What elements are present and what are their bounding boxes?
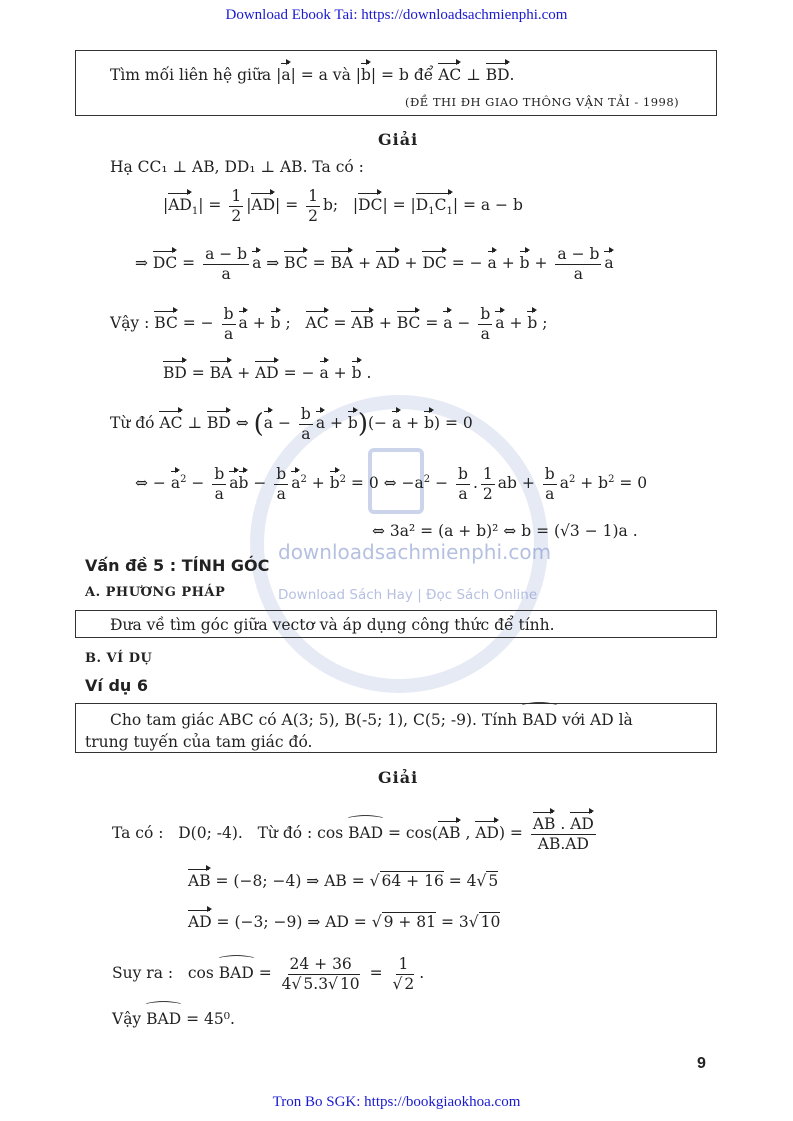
equation-suyra: Suy ra : cos ⌒ BAD = $\frac{24 + 36}{4√ 5.3√ 10}$ = $\frac{1}{√ 2}$ . bbox=[112, 955, 424, 993]
equation-2: ⇒ DC = $\frac{a - b}{a}$ a ⇒ BC = BA + AD + DC = − a + b + $\frac{a - b}{a}$ a bbox=[135, 245, 614, 283]
method-label: A. PHƯƠNG PHÁP bbox=[85, 585, 226, 600]
equation-ab: AB = (−8; −4) ⇒ AB = √ 64 + 16 = 4√ 5 bbox=[188, 872, 499, 890]
section-title: Vấn đề 5 : TÍNH GÓC bbox=[85, 556, 270, 575]
equation-1: $|AD_1|$ = $\frac{1}{2}$ |AD| = $\frac{1}{2}$ b; $|DC| = |D_1C_1| = a - b$ bbox=[163, 187, 523, 225]
example-label: B. VÍ DỤ bbox=[85, 651, 153, 666]
tu-do-label: Từ đó bbox=[110, 414, 155, 433]
equation-cos: Ta có : D(0; -4). Từ đó : cos ⌒ BAD = cos(AB , AD) = $\frac{AB . AD}{AB.AD}$ bbox=[112, 815, 599, 853]
equation-4: BD = BA + AD = − a + b . bbox=[163, 364, 372, 382]
vay-label: Vậy : bbox=[110, 314, 150, 333]
watermark-tagline: Download Sách Hay | Đọc Sách Online bbox=[278, 587, 538, 603]
footer-link[interactable]: Tron Bo SGK: https://bookgiaokhoa.com bbox=[272, 1094, 521, 1110]
method-text: Đưa về tìm góc giữa vectơ và áp dụng công thức để tính. bbox=[110, 616, 555, 634]
equation-final: Vậy ⌒ BAD = 45⁰. bbox=[112, 1010, 235, 1028]
solution2-title: Giải bbox=[378, 768, 419, 787]
equation-5: Từ đó AC ⊥ BD ⇔ (a − $\frac{b}{a}$ a + b)(− a + b) = 0 bbox=[110, 405, 473, 443]
solution-intro: Hạ CC₁ ⊥ AB, DD₁ ⊥ AB. Ta có : bbox=[110, 158, 364, 176]
equation-ad: AD = (−3; −9) ⇒ AD = √ 9 + 81 = 3√ 10 bbox=[188, 913, 501, 931]
problem-source: (ĐỀ THI ĐH GIAO THÔNG VẬN TẢI - 1998) bbox=[405, 95, 680, 109]
problem-text: Tìm mối liên hệ giữa |a| = a và |b| = b để AC ⊥ BD. bbox=[110, 66, 515, 84]
page-number: 9 bbox=[697, 1055, 706, 1072]
header-link[interactable]: Download Ebook Tai: https://downloadsachmienphi.com bbox=[225, 7, 568, 23]
watermark-site: downloadsachmienphi.com bbox=[278, 540, 552, 564]
solution-title: Giải bbox=[378, 130, 419, 149]
equation-result: ⇔ 3a² = (a + b)² ⇔ b = (√3 − 1)a . bbox=[372, 522, 638, 540]
example-line-2: trung tuyến của tam giác đó. bbox=[85, 733, 313, 751]
equation-3: Vậy : BC = − $\frac{b}{a}$ a + b ; AC = AB + BC = a − $\frac{b}{a}$ a + b ; bbox=[110, 305, 548, 343]
equation-6: ⇔ − $a^2$ − $\frac{b}{a}$ ab − $\frac{b}{a}$ $a^2 + b^2 = 0$ ⇔ $-a^2$ − $\frac{b}{a}$ . $\frac{1}{2}$ ab + $\frac{b}{a}$ $a^2 + b^2 = 0$ bbox=[135, 465, 648, 503]
example-line-1: Cho tam giác ABC có A(3; 5), B(-5; 1), C(5; -9). Tính ⌒ BAD với AD là bbox=[110, 711, 633, 729]
example-title: Ví dụ 6 bbox=[85, 676, 148, 695]
